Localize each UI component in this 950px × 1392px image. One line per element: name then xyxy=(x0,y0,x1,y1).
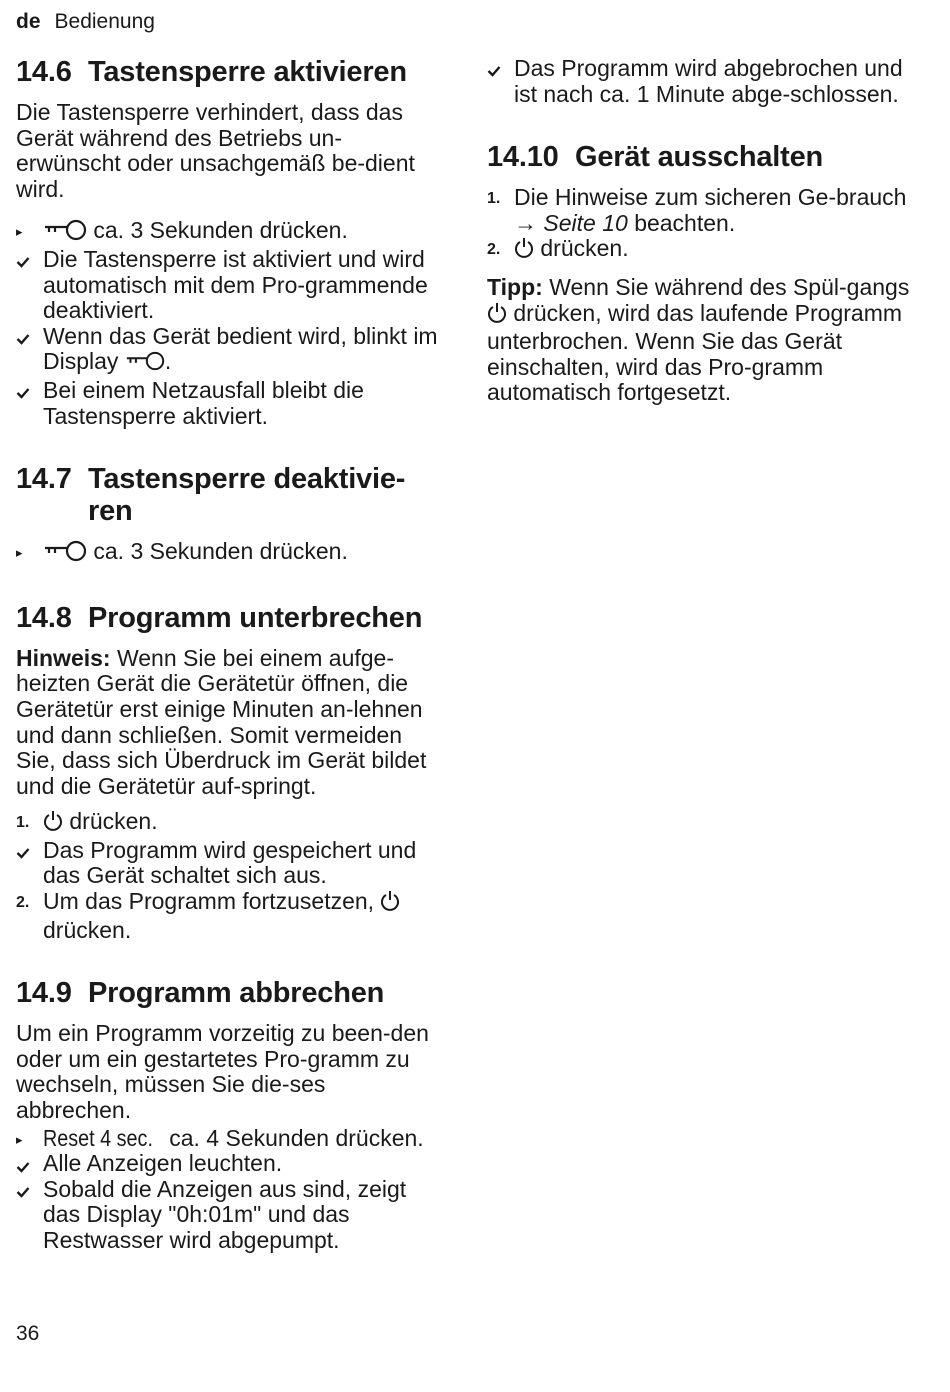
result-14-6-3 xyxy=(16,378,441,429)
heading-title: Gerät ausschalten xyxy=(575,141,824,174)
heading-14-9 xyxy=(16,977,441,1009)
heading-number: 14.8 xyxy=(16,601,72,634)
step-14-10-1 xyxy=(487,185,912,236)
step-14-8-1 xyxy=(16,809,441,838)
result-text: Das Programm wird abgebrochen und ist nach ca. 1 Minute abge-schlossen. xyxy=(514,55,903,107)
step-14-8-2 xyxy=(16,889,441,943)
check-icon xyxy=(16,247,38,275)
step-number: 1. xyxy=(16,814,30,832)
check-icon xyxy=(16,1151,38,1179)
step-text: beachten. xyxy=(634,209,736,236)
reset-button-label: Reset 4 sec. xyxy=(43,1124,153,1151)
result-14-6-2 xyxy=(16,324,441,378)
step-text: Die Hinweise zum sicheren Ge-brauch xyxy=(514,184,907,211)
heading-number: 14.10 xyxy=(487,141,559,174)
note-label: Hinweis: xyxy=(16,644,111,671)
check-icon xyxy=(16,1177,38,1205)
intro-14-6: Die Tastensperre verhindert, dass das Gerät während des Betriebs un-erwünscht oder unsachgemäß be-dient wird. xyxy=(16,99,415,202)
language-code: de xyxy=(16,10,41,33)
check-icon xyxy=(487,56,509,84)
heading-14-10 xyxy=(487,141,912,173)
power-icon xyxy=(487,302,507,330)
heading-number: 14.9 xyxy=(16,977,72,1010)
heading-number: 14.7 xyxy=(16,463,72,496)
result-14-9-2 xyxy=(16,1177,441,1254)
step-text: Um das Programm fortzusetzen, xyxy=(43,888,375,915)
step-text: ca. 3 Sekunden drücken. xyxy=(93,538,348,565)
result-text: Die Tastensperre ist aktiviert und wird automatisch mit dem Pro-grammende deaktiviert. xyxy=(43,245,428,324)
power-icon xyxy=(380,890,400,918)
tip-text: Wenn Sie während des Spül-gangs xyxy=(549,273,910,300)
triangle-bullet-icon: ▸ xyxy=(16,224,23,240)
heading-title: Programm unterbrechen xyxy=(88,601,423,634)
result-14-8-1 xyxy=(16,838,441,889)
result-end: . xyxy=(164,348,172,375)
right-column xyxy=(487,56,912,416)
intro-14-9: Um ein Programm vorzeitig zu been-den oder um ein gestartetes Pro-gramm zu wechseln, müssen Sie die-ses abbrechen. xyxy=(16,1020,429,1124)
heading-title: Tastensperre deaktivie-ren xyxy=(88,463,406,528)
result-14-9-3 xyxy=(487,56,912,107)
heading-14-7 xyxy=(16,463,441,527)
section-name: Bedienung xyxy=(54,10,155,33)
step-14-9 xyxy=(16,1126,441,1152)
heading-title: Programm abbrechen xyxy=(88,977,385,1010)
heading-number: 14.6 xyxy=(16,56,72,88)
result-text: Sobald die Anzeigen aus sind, zeigt das Display "0h:01m" und das Restwasser wird abgepumpt. xyxy=(43,1175,407,1253)
note-text: Wenn Sie bei einem aufge-heizten Gerät die Gerätetür öffnen, die Gerätetür erst einige Minuten an-lehnen und dann schließen. Somit vermeiden Sie, dass sich Überdruck im Gerät bildet und die Gerätetür auf-springt. xyxy=(16,644,427,799)
step-14-10-2 xyxy=(487,236,912,265)
result-14-9-1 xyxy=(16,1151,441,1177)
tip-label: Tipp: xyxy=(487,273,543,300)
step-14-7 xyxy=(16,539,441,568)
step-text: ca. 4 Sekunden drücken. xyxy=(169,1124,424,1151)
heading-title: Tastensperre aktivieren xyxy=(88,56,407,88)
power-icon xyxy=(43,810,63,838)
result-14-6-1 xyxy=(16,247,441,324)
key-lock-icon xyxy=(43,219,87,247)
triangle-bullet-icon: ▸ xyxy=(16,1131,23,1147)
check-icon xyxy=(16,324,38,352)
key-lock-icon xyxy=(125,350,165,378)
note-14-8 xyxy=(16,646,441,800)
result-text: Bei einem Netzausfall bleibt die Tastensperre aktiviert. xyxy=(43,376,364,429)
heading-14-6 xyxy=(16,56,441,88)
arrow-right-icon: → xyxy=(514,209,537,236)
step-14-6 xyxy=(16,218,441,247)
result-text: Das Programm wird gespeichert und das Gerät schaltet sich aus. xyxy=(43,836,417,889)
triangle-bullet-icon: ▸ xyxy=(16,545,23,561)
heading-14-8 xyxy=(16,602,441,634)
step-text: drücken. xyxy=(43,916,132,943)
result-text: Wenn das Gerät bedient wird, blinkt im Display xyxy=(43,322,438,375)
left-column xyxy=(16,56,441,1254)
step-text: drücken. xyxy=(69,808,158,835)
check-icon xyxy=(16,838,38,866)
tip-text: drücken, wird das laufende Programm unterbrochen. Wenn Sie das Gerät einschalten, wird das Pro-gramm automatisch fortgesetzt. xyxy=(487,299,903,406)
tip-14-10 xyxy=(487,275,912,406)
result-text: Alle Anzeigen leuchten. xyxy=(43,1150,283,1177)
key-lock-icon xyxy=(43,540,87,568)
step-text: drücken. xyxy=(540,235,629,262)
page-reference-link[interactable]: Seite 10 xyxy=(543,209,628,236)
page-header xyxy=(16,9,155,35)
check-icon xyxy=(16,378,38,406)
step-number: 2. xyxy=(487,241,501,259)
step-number: 2. xyxy=(16,894,30,912)
step-text: ca. 3 Sekunden drücken. xyxy=(93,217,348,244)
step-number: 1. xyxy=(487,190,501,208)
power-icon xyxy=(514,237,534,265)
page-number: 36 xyxy=(16,1322,40,1345)
